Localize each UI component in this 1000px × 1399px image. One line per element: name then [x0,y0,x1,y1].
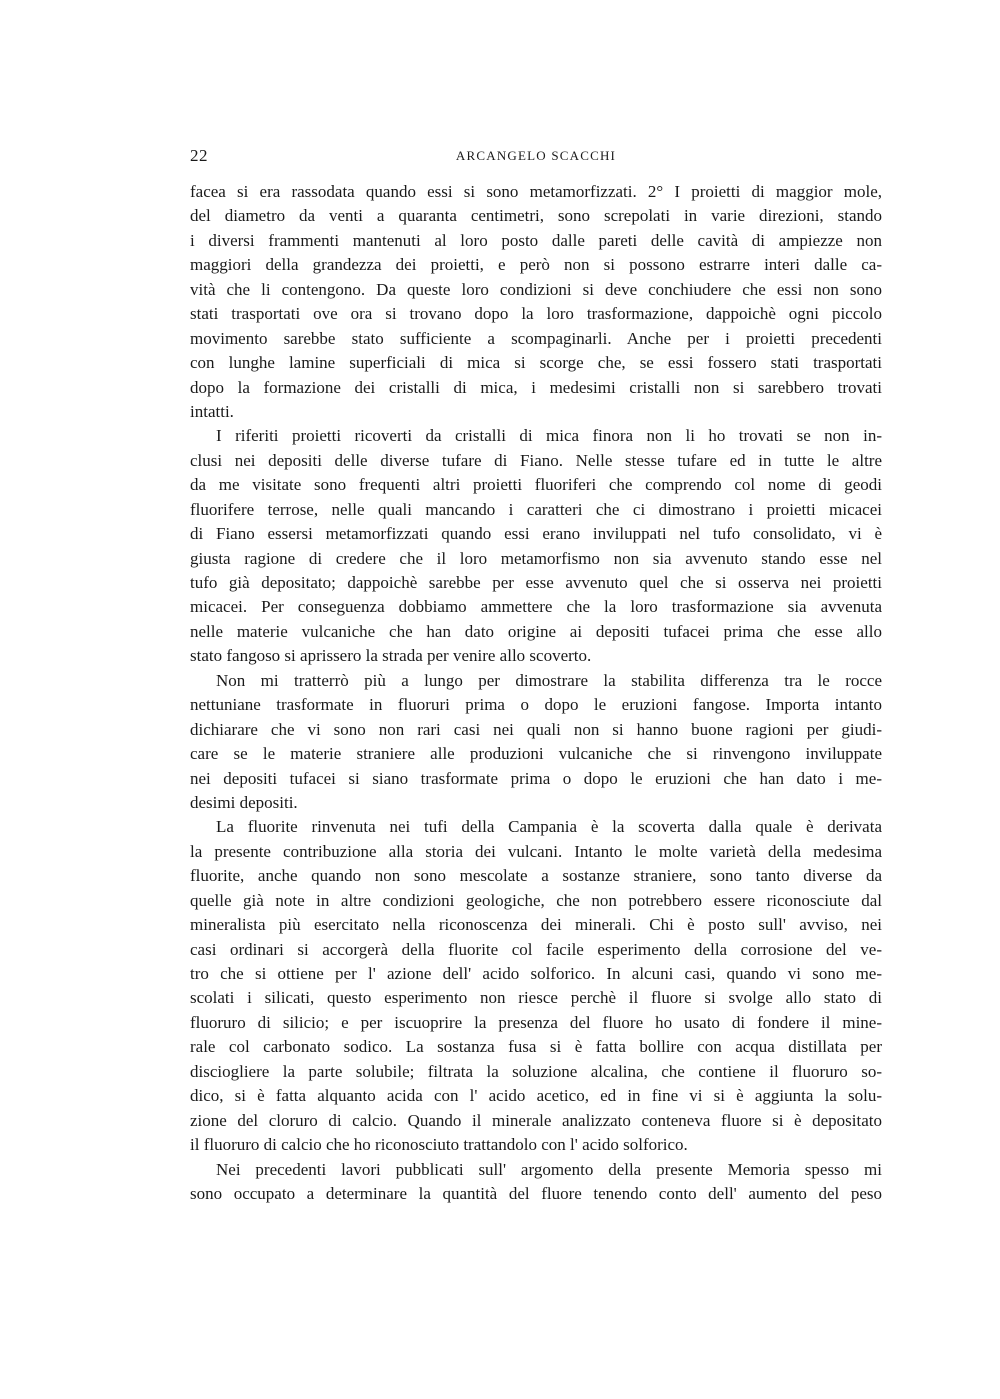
text-line: nelle materie vulcaniche che han dato origine ai depositi tufacei prima che esse allo [190,621,882,641]
page-number: 22 [190,146,208,165]
text-line: intatti. [190,401,234,421]
text-line: movimento sarebbe stato sufficiente a scompaginarli. Anche per i proietti precedenti [190,328,882,348]
text-line: i diversi frammenti mantenuti al loro posto dalle pareti delle cavità di ampiezze non [190,230,882,250]
text-line: quelle già note in altre condizioni geologiche, che non potrebbero essere riconosciute dal [190,890,882,910]
text-line: di Fiano essersi metamorfizzati quando essi erano inviluppati nel tufo consolidato, vi è [190,524,882,544]
text-line: giusta ragione di credere che il loro metamorfismo non sia avvenuto stando esse nel [190,548,882,568]
text-line: Nei precedenti lavori pubblicati sull' argomento della presente Memoria spesso mi [216,1159,882,1179]
text-line: nei depositi tufacei si siano trasformate prima o dopo le eruzioni che han dato i me- [190,768,882,788]
text-line: scolati i silicati, questo esperimento non riesce perchè il fluore si svolge allo stato di [190,988,882,1008]
text-line: con lunghe lamine superficiali di mica si scorge che, se essi fossero stati trasportati [190,353,882,373]
text-line: micacei. Per conseguenza dobbiamo ammettere che la loro trasformazione sia avvenuta [190,597,882,617]
text-line: dichiarare che vi sono non rari casi nei quali non si hanno buone ragioni per giudi- [190,719,882,739]
text-line: facea si era rassodata quando essi si sono metamorfizzati. 2° I proietti di maggior mole, [190,182,882,201]
text-line: il fluoruro di calcio che ho riconosciuto trattandolo con l' acido solforico. [190,1135,688,1155]
text-line: I riferiti proietti ricoverti da cristalli di mica finora non li ho trovati se non in- [216,426,882,446]
text-line: nettuniane trasformate in fluoruri prima o dopo le eruzioni fangose. Importa intanto [190,695,882,715]
text-line: clusi nei depositi delle diverse tufare di Fiano. Nelle stesse tufare ed in tutte le altre [190,450,882,470]
text-line: stati trasportati ove ora si trovano dopo la loro trasformazione, dappoichè ogni piccolo [190,304,882,324]
text-line: rale col carbonato sodico. La sostanza fusa si è fatta bollire con acqua distillata per [190,1037,882,1057]
text-line: fluorite, anche quando non sono mescolate a sostanze straniere, sono tanto diverse da [190,866,882,886]
text-line: Non mi tratterrò più a lungo per dimostrare la stabilita differenza tra le rocce [216,670,882,690]
text-line: la presente contribuzione alla storia dei vulcani. Intanto le molte varietà della medesima [190,841,882,861]
text-line: fluoruro di silicio; e per iscuoprire la presenza del fluore ho usato di fondere il mine- [190,1012,882,1032]
running-head: ARCANGELO SCACCHI [455,148,617,163]
text-line: sono occupato a determinare la quantità del fluore tenendo conto dell' aumento del peso [190,1183,882,1203]
text-line: tro che si ottiene per l' azione dell' acido solforico. In alcuni casi, quando vi sono me- [190,964,882,983]
body-text [190,180,882,1206]
text-line: care se le materie straniere alle produzioni vulcaniche che si rinvengono inviluppate [190,744,882,764]
text-line: stato fangoso si aprissero la strada per venire allo scoverto. [190,646,592,666]
text-line: da me visitate sono frequenti altri proietti fluoriferi che comprendo col nome di geodi [190,475,882,495]
text-line: dico, si è fatta alquanto acida con l' acido acetico, ed in fine vi si è aggiunta la solu- [190,1086,882,1106]
text-line: La fluorite rinvenuta nei tufi della Campania è la scoverta dalla quale è derivata [216,817,882,837]
text-line: zione del cloruro di calcio. Quando il minerale analizzato conteneva fluore si è depositato [190,1110,882,1130]
text-line: mineralista più esercitato nella riconoscenza dei minerali. Chi è posto sull' avviso, nei [190,915,882,935]
page-header [190,146,882,170]
text-line: desimi depositi. [190,792,298,812]
text-line: vità che li contengono. Da queste loro condizioni si deve conchiudere che essi non sono [190,279,882,299]
text-line: dopo la formazione dei cristalli di mica, i medesimi cristalli non si sarebbero trovati [190,377,882,397]
text-line: disciogliere la parte solubile; filtrata la soluzione alcalina, che contiene il fluoruro so- [190,1061,882,1081]
text-line: fluorifere terrose, nelle quali mancando i caratteri che ci dimostrano i proietti micacei [190,499,882,519]
text-line: tufo già depositato; dappoichè sarebbe per esse avvenuto quel che si osserva nei proietti [190,573,882,592]
text-line: maggiori della grandezza dei proietti, e però non si possono estrarre interi dalle ca- [190,255,882,275]
text-line: casi ordinari si accorgerà della fluorite col facile esperimento della corrosione del ve- [190,939,882,959]
text-line: del diametro da venti a quaranta centimetri, sono screpolati in varie direzioni, stando [190,206,882,226]
